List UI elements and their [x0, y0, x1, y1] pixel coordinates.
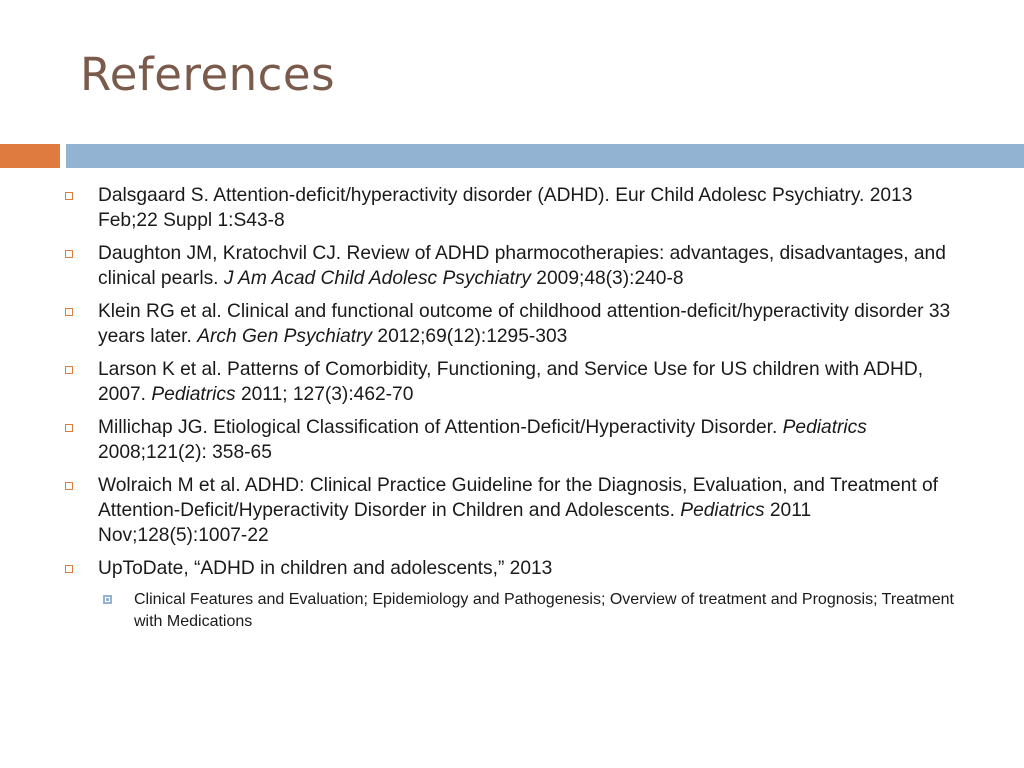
square-sub-bullet-icon	[103, 595, 112, 604]
reference-text: Daughton JM, Kratochvil CJ. Review of ADHD pharmocotherapies: advantages, disadvantages, and clinical pearls.	[98, 243, 946, 289]
square-bullet-icon	[65, 192, 73, 200]
reference-text: Wolraich M et al. ADHD: Clinical Practice Guideline for the Diagnosis, Evaluation, and Treatment of Attention-Deficit/Hyperactivity Disorder in Children and Adolescents.	[98, 475, 939, 521]
reference-item	[62, 299, 962, 349]
reference-subitem-text: Clinical Features and Evaluation; Epidemiology and Pathogenesis; Overview of treatment and Prognosis; Treatment with Medications	[134, 591, 954, 630]
reference-item	[62, 556, 962, 633]
reference-citation: 2011; 127(3):462-70	[235, 384, 414, 405]
reference-citation: 2012;69(12):1295-303	[372, 326, 568, 347]
reference-journal: Pediatrics	[782, 417, 867, 438]
accent-bar-orange	[0, 144, 60, 168]
reference-text: Millichap JG. Etiological Classification of Attention-Deficit/Hyperactivity Disorder.	[98, 417, 783, 438]
reference-journal: Arch Gen Psychiatry	[197, 326, 373, 347]
square-bullet-icon	[65, 482, 73, 490]
reference-subitem	[98, 589, 962, 633]
reference-journal: Pediatrics	[680, 500, 765, 521]
reference-item	[62, 357, 962, 407]
reference-citation: 2009;48(3):240-8	[530, 268, 684, 289]
reference-text: UpToDate, “ADHD in children and adolescents,” 2013	[98, 558, 553, 579]
reference-citation: 2008;121(2): 358-65	[98, 442, 272, 463]
reference-list	[62, 183, 962, 641]
reference-journal: J Am Acad Child Adolesc Psychiatry	[223, 268, 531, 289]
reference-text: Larson K et al. Patterns of Comorbidity, Functioning, and Service Use for US children with ADHD, 2007.	[98, 359, 924, 405]
reference-text: Dalsgaard S. Attention-deficit/hyperactivity disorder (ADHD). Eur Child Adolesc Psychiatry. 2013 Feb;22 Suppl 1:S43-8	[98, 185, 913, 231]
accent-bar-blue	[66, 144, 1024, 168]
reference-text: Klein RG et al. Clinical and functional outcome of childhood attention-deficit/hyperactivity disorder 33 years later.	[98, 301, 951, 347]
reference-item	[62, 473, 962, 548]
square-bullet-icon	[65, 424, 73, 432]
reference-sublist	[98, 589, 962, 633]
reference-item	[62, 183, 962, 233]
reference-item	[62, 415, 962, 465]
slide-title: References	[80, 48, 336, 101]
square-bullet-icon	[65, 250, 73, 258]
reference-journal: Pediatrics	[151, 384, 236, 405]
reference-citation: 2011 Nov;128(5):1007-22	[98, 500, 812, 546]
square-bullet-icon	[65, 565, 73, 573]
reference-item	[62, 241, 962, 291]
square-bullet-icon	[65, 308, 73, 316]
square-bullet-icon	[65, 366, 73, 374]
